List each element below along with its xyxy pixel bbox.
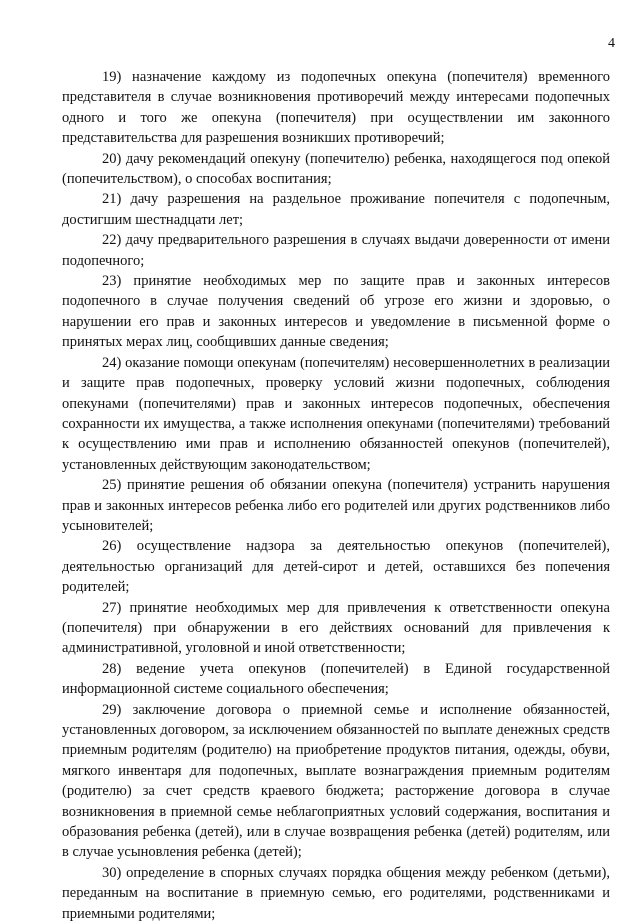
list-item-22: 22) дачу предварительного разрешения в случаях выдачи доверенности от имени подопечного; (62, 232, 610, 269)
list-item-27: 27) принятие необходимых мер для привлечения к ответственности опекуна (попечителя) при обнаружении в его действиях оснований для привлечения к административной, уголовной и иной ответственности; (62, 599, 610, 657)
list-item-21: 21) дачу разрешения на раздельное проживание попечителя с подопечным, достигшим шестнадцати лет; (62, 191, 610, 228)
list-item-24: 24) оказание помощи опекунам (попечителям) несовершеннолетних в реализации и защите прав подопечных, проверку условий жизни подопечных, соблюдения опекунами (попечителями) прав и законных интересов подопечных, обеспечения сохранности их имущества, а также исполнения опекунами (попечителями) требований к осуществлению ими прав и исполнению обязанностей опекунов (попечителей), установленных действующим законодательством; (62, 354, 610, 473)
list-item-20: 20) дачу рекомендаций опекуну (попечителю) ребенка, находящегося под опекой (попечительством), о способах воспитания; (62, 150, 610, 188)
document-body (62, 67, 610, 924)
list-item-25: 25) принятие решения об обязании опекуна (попечителя) устранить нарушения прав и законных интересов ребенка либо его родителей или других родственников либо усыновителей; (62, 477, 610, 534)
list-item-26: 26) осуществление надзора за деятельностью опекунов (попечителей), деятельностью организаций для детей-сирот и детей, оставшихся без попечения родителей; (62, 538, 610, 596)
list-item-30: 30) определение в спорных случаях порядка общения между ребенком (детьми), переданным на воспитание в приемную семью, его родителями, родственниками и приемными родителями; (62, 864, 610, 922)
list-item-19: 19) назначение каждому из подопечных опекуна (попечителя) временного представителя в случае возникновения противоречий между интересами подопечных одного и того же опекуна (попечителя) при осуществлении им законного представительства для разрешения возникших противоречий; (62, 69, 610, 147)
list-item-28: 28) ведение учета опекунов (попечителей) в Единой государственной информационной системе социального обеспечения; (62, 660, 610, 698)
list-item-23: 23) принятие необходимых мер по защите прав и законных интересов подопечного в случае получения сведений об угрозе его жизни и здоровью, о нарушении его прав и законных интересов и уведомление в письменной форме о принятых мерах лиц, сообщивших данные сведения; (62, 273, 610, 351)
list-item-29: 29) заключение договора о приемной семье и исполнение обязанностей, установленных договором, за исключением обязанностей по выплате денежных средств приемным родителям (родителю) на приобретение продуктов питания, одежды, обуви, мягкого инвентаря для подопечных, выплате вознаграждения приемным родителям (родителю) за счет средств краевого бюджета; расторжение договора в случае возникновения в приемной семье неблагоприятных условий содержания, воспитания и образования ребенка (детей), или в случае возвращения ребенка (детей) родителям, или в случае усыновления ребенка (детей); (62, 701, 610, 861)
page-number: 4 (608, 36, 615, 51)
